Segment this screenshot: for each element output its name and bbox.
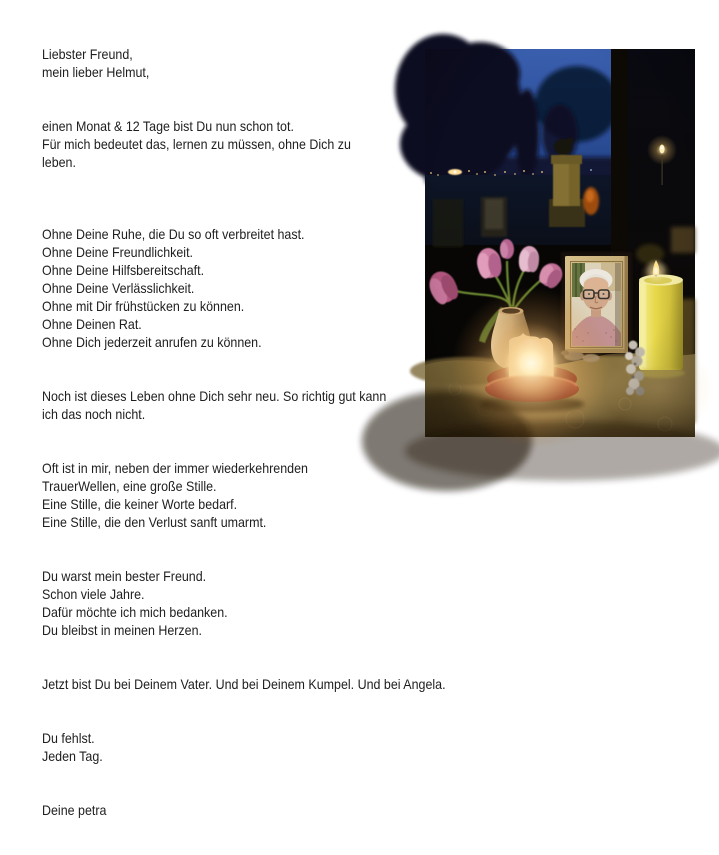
letter-paragraph: Ohne Deine Ruhe, die Du so oft verbreitet hast. Ohne Deine Freundlichkeit. Ohne Deine Hilfsbereitschaft. Ohne Deine Verlässlichkeit. Ohne mit Dir frühstücken zu können. Ohne Deinen Rat. Ohne Dich jederzeit anrufen zu können.: [42, 226, 305, 350]
photo-vignette: [425, 49, 695, 437]
letter-paragraph: Oft ist in mir, neben der immer wiederkehrenden TrauerWellen, eine große Stille. Eine Stille, die keiner Worte bedarf. Eine Stille, die den Verlust sanft umarmt.: [42, 460, 308, 530]
letter-signature: Deine petra: [42, 802, 107, 818]
letter-paragraph: Liebster Freund, mein lieber Helmut,: [42, 46, 150, 80]
letter-paragraph: Du warst mein bester Freund. Schon viele Jahre. Dafür möchte ich mich bedanken. Du bleibst in meinen Herzen.: [42, 568, 228, 638]
letter-paragraph: Jetzt bist Du bei Deinem Vater. Und bei Deinem Kumpel. Und bei Angela.: [42, 676, 446, 692]
letter-paragraph: Du fehlst. Jeden Tag.: [42, 730, 103, 764]
letter-paragraph: einen Monat & 12 Tage bist Du nun schon tot. Für mich bedeutet das, lernen zu müssen, ohne Dich zu leben.: [42, 118, 351, 170]
letter-paragraph: Noch ist dieses Leben ohne Dich sehr neu. So richtig gut kann ich das noch nicht.: [42, 388, 387, 422]
memorial-photo: [425, 49, 695, 437]
